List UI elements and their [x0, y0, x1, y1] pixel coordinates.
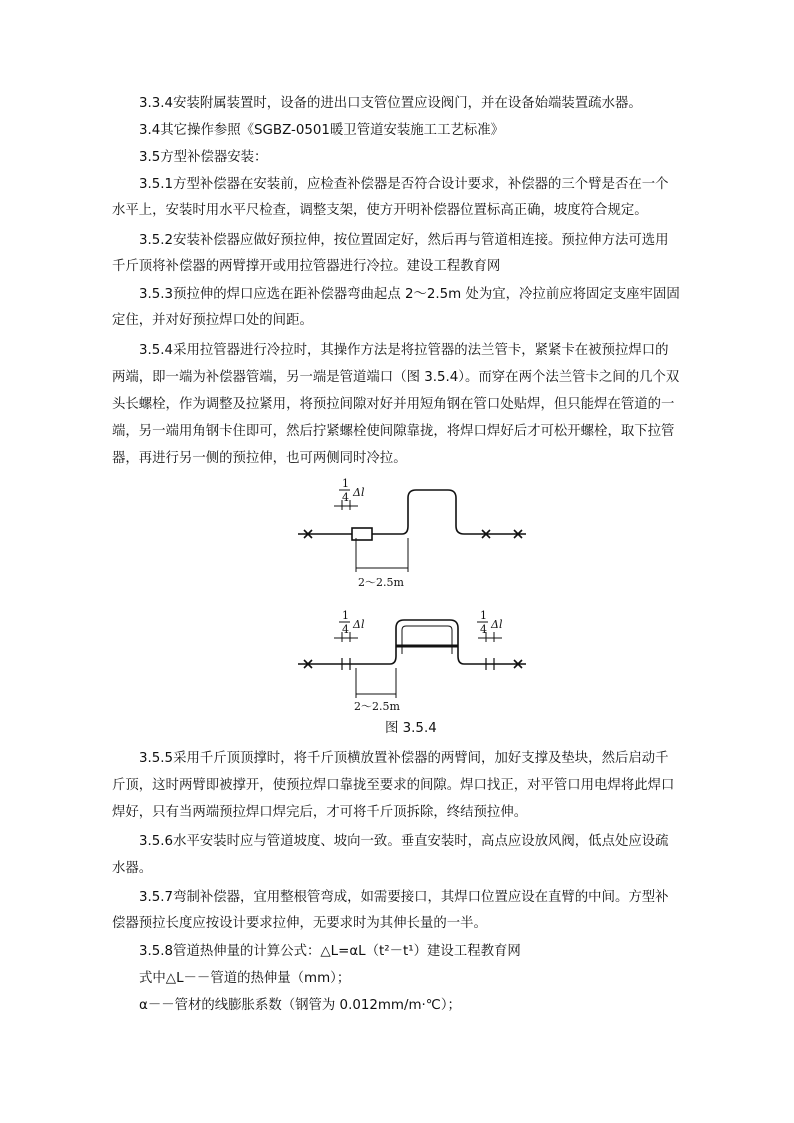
paragraph-3-5-4-line2: 两端，即一端为补偿器管端，另一端是管道端口（图 3.5.4）。而穿在两个法兰管卡之间的几个双 [112, 370, 680, 385]
dimension-label-top: 2～2.5m [358, 576, 404, 589]
paragraph-3-5-4-line1: 3.5.4采用拉管器进行冷拉时，其操作方法是将拉管器的法兰管卡，紧紧卡在被预拉焊口的 [139, 343, 669, 358]
paragraph-3-5-2-line1: 3.5.2安装补偿器应做好预拉伸，按位置固定好，然后再与管道相连接。预拉伸方法可选用 [139, 233, 669, 248]
delta-l-label-top: Δl [353, 486, 365, 499]
fraction-numerator-top: 1 [342, 477, 349, 490]
fraction-denominator-bottom-right: 4 [480, 623, 487, 636]
paragraph-3-5-5-line1: 3.5.5采用千斤顶顶撑时，将千斤顶横放置补偿器的两臂间，加好支撑及垫块，然后启动千 [139, 751, 669, 766]
fraction-numerator-bottom-left: 1 [342, 609, 349, 622]
paragraph-3-5-1-line1: 3.5.1方型补偿器在安装前，应检查补偿器是否符合设计要求，补偿器的三个臂是否在一个 [139, 177, 669, 192]
paragraph-3-5-heading: 3.5方型补偿器安装： [139, 150, 268, 165]
formula-definition-alpha: α－－管材的线膨胀系数（钢管为 0.012mm/m·℃）； [139, 998, 461, 1013]
paragraph-3-5-6-line2: 水器。 [112, 861, 153, 876]
paragraph-3-5-5-line2: 斤顶，这时两臂即被撑开，使预拉焊口靠拢至要求的间隙。焊口找正，对平管口用电焊将此焊口 [112, 778, 675, 793]
paragraph-3-5-1-line2: 水平上，安装时用水平尺检查，调整支架，使方开明补偿器位置标高正确，坡度符合规定。 [112, 203, 648, 218]
fraction-denominator-top: 4 [342, 491, 349, 504]
paragraph-3-5-3-line1: 3.5.3预拉伸的焊口应选在距补偿器弯曲起点 2～2.5m 处为宜，冷拉前应将固定支座牢固固 [139, 287, 680, 302]
paragraph-3-5-6-line1: 3.5.6水平安装时应与管道坡度、坡向一致。垂直安装时，高点应设放风阀，低点处应设疏 [139, 834, 669, 849]
compensator-figure [290, 476, 550, 712]
delta-l-label-bottom-left: Δl [353, 618, 365, 631]
fraction-numerator-bottom-right: 1 [480, 609, 487, 622]
delta-l-label-bottom-right: Δl [491, 618, 503, 631]
paragraph-3-5-3-line2: 定住，并对好预拉焊口处的间距。 [112, 313, 313, 328]
paragraph-3-5-4-line5: 器，再进行另一侧的预拉伸，也可两侧同时冷拉。 [112, 451, 407, 466]
paragraph-3-5-7-line2: 偿器预拉长度应按设计要求拉伸，无要求时为其伸长量的一半。 [112, 916, 487, 931]
paragraph-3-5-5-line3: 焊好，只有当两端预拉焊口焊完后，才可将千斤顶拆除，终结预拉伸。 [112, 805, 528, 820]
dimension-label-bottom: 2～2.5m [354, 700, 400, 712]
paragraph-3-5-2-line2: 千斤顶将补偿器的两臂撑开或用拉管器进行冷拉。建设工程教育网 [112, 259, 501, 274]
paragraph-3-3-4: 3.3.4安装附属装置时，设备的进出口支管位置应设阀门，并在设备始端装置疏水器。 [139, 96, 642, 111]
fraction-denominator-bottom-left: 4 [342, 623, 349, 636]
paragraph-3-5-4-line3: 头长螺栓，作为调整及拉紧用，将预拉间隙对好并用短角钢在管口处贴焊，但只能焊在管道的一 [112, 397, 675, 412]
paragraph-3-4: 3.4其它操作参照《SGBZ-0501暖卫管道安装施工工艺标准》 [139, 123, 505, 138]
formula-definition-delta-l: 式中△L－－管道的热伸量（mm）； [139, 971, 351, 986]
figure-caption: 图 3.5.4 [385, 721, 437, 736]
paragraph-3-5-7-line1: 3.5.7弯制补偿器，宜用整根管弯成，如需要接口，其焊口位置应设在直臂的中间。方型补 [139, 890, 669, 905]
paragraph-3-5-4-line4: 端，另一端用角钢卡住即可，然后拧紧螺栓使间隙靠拢，将焊口焊好后才可松开螺栓，取下拉管 [112, 424, 675, 439]
paragraph-3-5-8: 3.5.8管道热伸量的计算公式：△L=αL（t²－t¹）建设工程教育网 [139, 944, 521, 959]
